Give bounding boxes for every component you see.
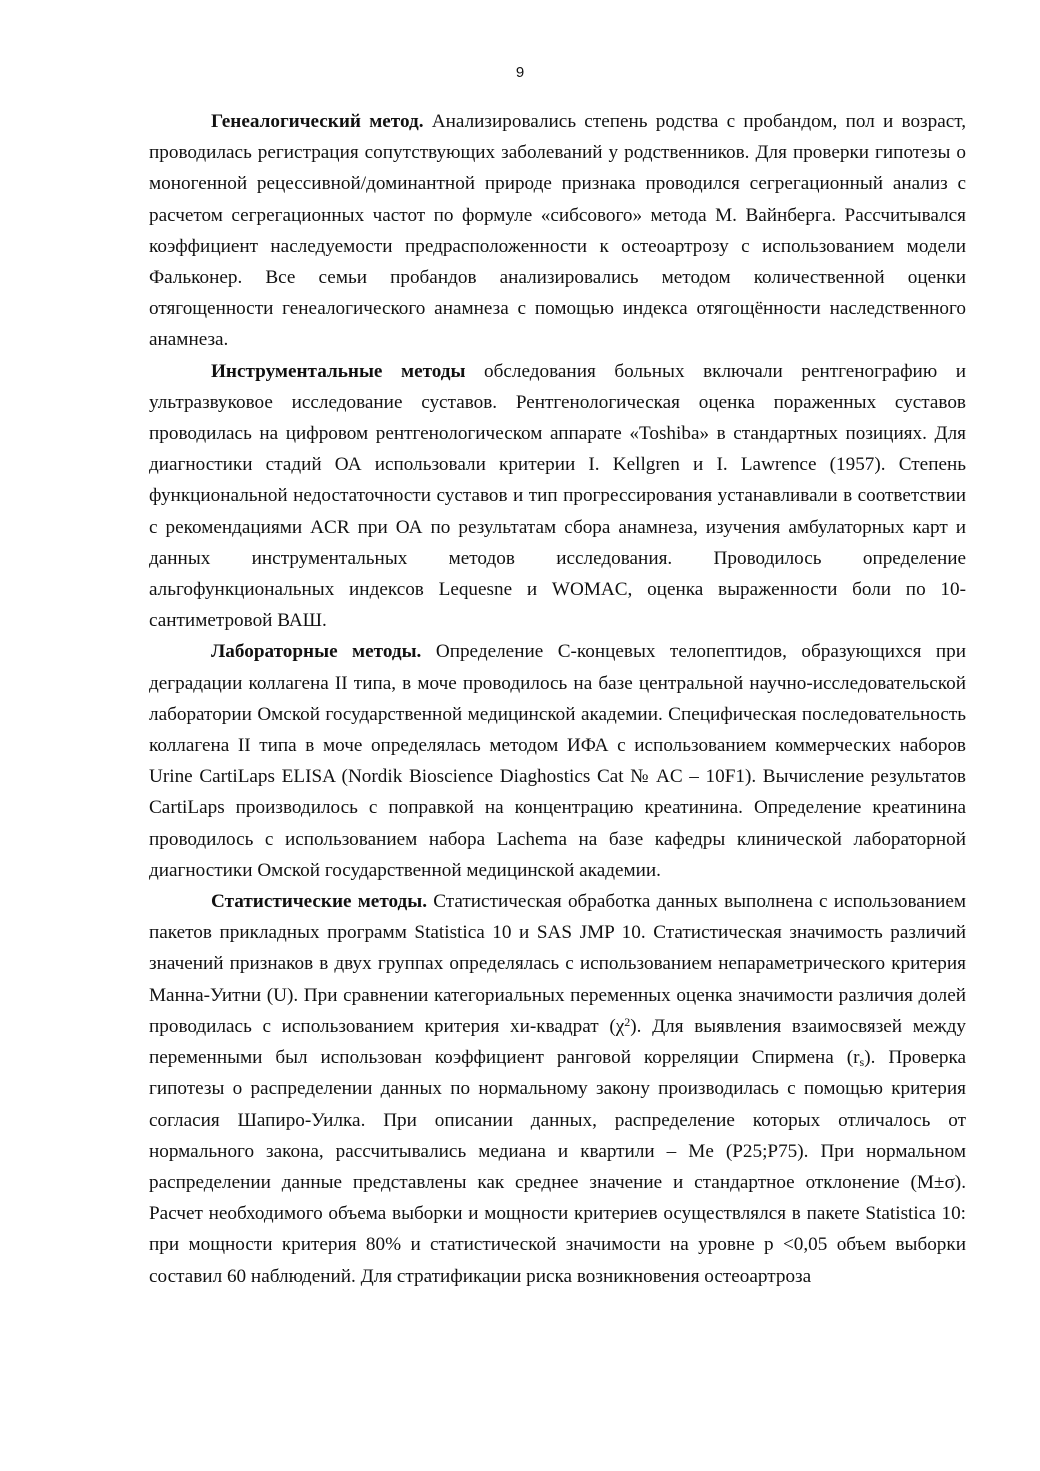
text-instrumental-methods: обследования больных включали рентгенографию и ультразвуковое исследование суставов. Рентгенологическая оценка пораженных суставов проводилась на цифровом рентгенологическом аппарате «Toshiba» в стандартных позициях. Для диагностики стадий ОА использовали критерии I. Kellgren и I. Lawrence (1957). Степень функциональной недостаточности суставов и тип прогрессирования устанавливали в соответствии с рекомендациями ACR при ОА по результатам сбора анамнеза, изучения амбулаторных карт и данных инструментальных методов исследования. Проводилось определение альгофункциональных индексов Lequesne и WOMAC, оценка выраженности боли по 10-сантиметровой ВАШ. (149, 360, 966, 632)
paragraph-genealogical-method (149, 106, 966, 356)
text-genealogical-method: Анализировались степень родства с пробандом, пол и возраст, проводилась регистрация сопутствующих заболеваний у родственников. Для проверки гипотезы о моногенной рецессивной/доминантной природе признака проводился сегрегационный анализ с расчетом сегрегационных частот по формуле «сибсового» метода М. Вайнберга. Рассчитывался коэффициент наследуемости предрасположенности к остеоартрозу с использованием модели Фальконер. Все семьи пробандов анализировались методом количественной оценки отягощенности генеалогического анамнеза с помощью индекса отягощённости наследственного анамнеза. (149, 111, 966, 351)
chi-square-superscript: 2 (624, 1014, 631, 1029)
heading-genealogical-method: Генеалогический метод. (211, 111, 424, 132)
paragraph-instrumental-methods (149, 356, 966, 637)
paragraph-laboratory-methods (149, 636, 966, 886)
text-statistical-methods-part-2: ). Для выявления взаимосвязей между переменными был использован коэффициент ранговой корреляции Спирмена (r (149, 1015, 967, 1069)
spearman-subscript: s (859, 1055, 865, 1070)
text-statistical-methods-part-1: Статистическая обработка данных выполнена с использованием пакетов прикладных программ Statistica 10 и SAS JMP 10. Статистическая значимость различий значений признаков в двух группах определялась с использованием непараметрического критерия Манна-Уитни (U). При сравнении категориальных переменных оценка значимости различия долей проводилась с использованием критерия хи-квадрат (χ (149, 891, 966, 1037)
body-text (149, 106, 966, 1292)
text-statistical-methods-part-3: ). Проверка гипотезы о распределении данных по нормальному закону производилась с помощью критерия согласия Шапиро-Уилка. При описании данных, распределение которых отличалось от нормального закона, рассчитывались медиана и квартили – Me (P25;P75). При нормальном распределении данные представлены как среднее значение и стандартное отклонение (M±σ). Расчет необходимого объема выборки и мощности критериев осуществлялся в пакете Statistica 10: при мощности критерия 80% и статистической значимости на уровне p <0,05 объем выборки составил 60 наблюдений. Для стратификации риска возникновения остеоартроза (149, 1047, 966, 1287)
paragraph-statistical-methods (149, 886, 966, 1292)
heading-statistical-methods: Статистические методы. (211, 891, 428, 913)
text-laboratory-methods: Определение С-концевых телопептидов, образующихся при деградации коллагена II типа, в моче проводилось на базе центральной научно-исследовательской лаборатории Омской государственной медицинской академии. Специфическая последовательность коллагена II типа в моче определялась методом ИФА с использованием коммерческих наборов Urine CartiLaps ELISA (Nordik Bioscience Diaghostics Cat № AC – 10F1). Вычисление результатов CartiLaps производилось с поправкой на концентрацию креатинина. Определение креатинина проводилось с использованием набора Lachema на базе кафедры клинической лабораторной диагностики Омской государственной медицинской академии. (149, 641, 967, 881)
page-number: 9 (515, 64, 525, 81)
heading-instrumental-methods: Инструментальные методы (211, 360, 466, 382)
heading-laboratory-methods: Лабораторные методы. (211, 641, 422, 663)
